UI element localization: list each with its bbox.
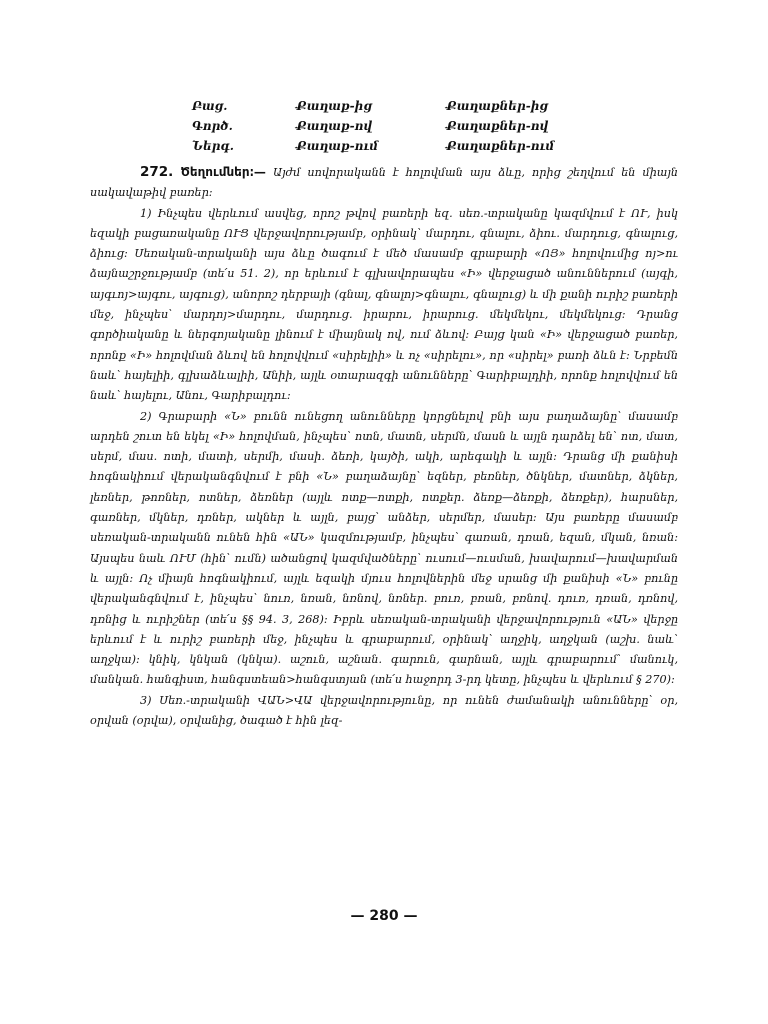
paragraph-1: 1) Ինչպես վերևում ասվեց, որոշ թվով բառերի եզ. սեռ.-տրականը կազմվում է ՈՒ, իսկ եզակի բացառականը ՈՒՑ վերջավորությամբ, օրինակ՝ մարդու, գնալու, ձիու. մարդուց, գնալուց, ձիուց։ Սեռական-տրականի այս ձևը ծագում է մեծ մասամբ գրաբարի «ՈՅ» հոլովումից ոյ>ու ձայնաշրջությամբ (տե՛ս 51. 2), որ երևում է գլխավորապես «Ի» վերջացած անուններում (այգի, այգւոյ>այգու, այգուց), անորոշ դերբայի (գնալ, գնալոյ>գնալու, գնալուց) և մի քանի ուրիշ բառերի մեջ, ինչպես՝ մարդոյ>մարդու, մարդուց. իրարու, իրարուց. մեկմեկու, մեկմեկուց։ Դրանց գործիականը և ներգոյականը լինում է միայնակ ով, ում ձևով։ Բայց կան «Ի» վերջացած բառեր, որոնք «Ի» հոլովման ձևով են հոլովվում «սիրելիի» և ոչ «սիրելու», որ «սիրել» բառի ձևն է։ Նրբեմն նաև՝ հայելիի, գլխաձևալիի, Անիի, այլև օտարազգի անունները՝ Գարիբալդիի, որոնք հոլովվում են նաև՝ հայելու, Անու, Գարիբալդու։	[90, 206, 678, 403]
singular-form: Քաղաք-ից	[296, 99, 372, 113]
table-row	[192, 96, 622, 116]
section-title: Ծեղումներ։—	[180, 165, 266, 179]
plural-form: Քաղաքներ-ով	[446, 119, 549, 133]
singular-form: Քաղաք-ում	[296, 139, 379, 153]
body-text	[90, 162, 678, 731]
section-paragraph	[90, 162, 678, 204]
section-number: 272.	[140, 164, 174, 180]
declension-table	[192, 96, 622, 156]
plural-form: Քաղաքներ-ից	[446, 99, 548, 113]
case-name: Բաց.	[192, 99, 228, 113]
page-number: — 280 —	[350, 908, 418, 924]
singular-form: Քաղաք-ով	[296, 119, 373, 133]
table-row	[192, 116, 622, 136]
plural-form: Քաղաքներ-ում	[446, 139, 555, 153]
paragraph-2: 2) Գրաբարի «Ն» բունն ունեցող անունները կորցնելով բնի այս բաղաձայնը՝ մասամբ արդեն շուտ են եկել «Ի» հոլովման, ինչպես՝ ոտն, մատն, սերմն, մասն և այլն դարձել են՝ ոտ, մատ, սերմ, մաս. ոտի, մատի, սերմի, մասի. ձեռի, կայծի, ակի, արեգակի և այլն։ Դրանց մի քանիսի հոգնակիում վերականգնվում է բնի «Ն» բաղաձայնը՝ եզներ, բեռներ, ծնկներ, մատներ, ձկներ, լեռներ, թոռներ, ոտներ, ձեռներ (այլև ոտք—ոտքի, ոտքեր. ձեռք—ձեռքի, ձեռքեր), հարսներ, գառներ, մկներ, դռներ, ակներ և այլն, բայց՝ անձեր, սերմեր, մասեր։ Այս բառերը մասամբ սեռական-տրականն ունեն հին «ԱՆ» կազմությամբ, ինչպես՝ գառան, դռան, եզան, մկան, նռան։ Այսպես նաև ՈՒՄ (հին՝ ումն) ածանցով կազմվածները՝ ուսում—ուսման, խավարում—խավարման և այլն։ Ոչ միայն հոգնակիում, այլև եզակի մյուս հոլովներին մեջ սրանց մի քանիսի «Ն» բունը վերականգնվում է, ինչպես՝ նուռ, նռան, նռնով, նռներ. բուռ, բռան, բռնով. դուռ, դռան, դռնով, դռնից և ուրիշներ (տե՛ս §§ 94. 3, 268)։ Իբրև սեռական-տրականի վերջավորություն «ԱՆ» վերջը երևում է և ուրիշ բառերի մեջ, ինչպես և գրաբարում, օրինակ՝ աղջիկ, աղջկան (աշխ. նաև՝ աղջկա)։ կնիկ, կնկան (կնկա). աշուն, աշնան. գարուն, գարնան, այլև գրաբարում՝ մանուկ, մանկան. հանգիստ, հանգստեան>հանգստյան (տե՛ս հաջորդ 3-րդ կետը, ինչպես և վերևում § 270)։	[90, 409, 678, 687]
case-name: Ներգ.	[192, 139, 234, 153]
table-row	[192, 136, 622, 156]
section-intro: Այժմ սովորականն է հոլովման այս ձևը, որից շեղվում են միայն սակավաթիվ բառեր։	[90, 166, 678, 200]
paragraph-3: 3) Սեռ.-տրականի ՎԱՆ>ՎԱ վերջավորությունը, որ ունեն ժամանակի անունները՝ օր, օրվան (օրվա), օրվանից, ծագած է հին լեզ-	[90, 693, 678, 728]
case-name: Գործ.	[192, 119, 233, 133]
